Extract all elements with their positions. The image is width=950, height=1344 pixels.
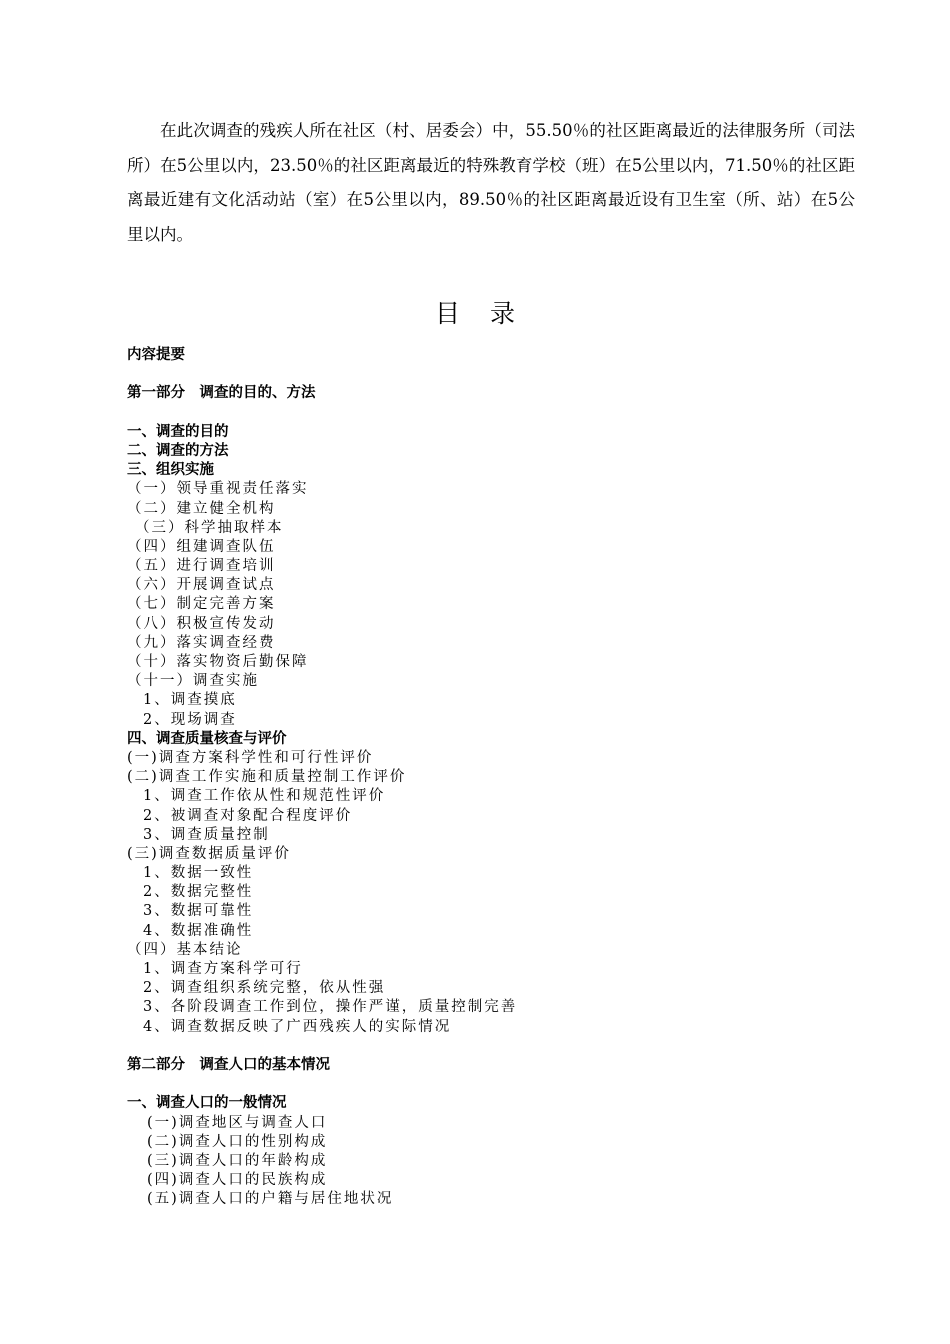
toc-entry[interactable]: 1、调查摸底	[143, 692, 237, 709]
toc-entry[interactable]: 第一部分 调查的目的、方法	[127, 385, 316, 402]
toc-entry[interactable]: (五)调查人口的户籍与居住地状况	[147, 1191, 394, 1208]
toc-entry[interactable]: 2、现场调查	[143, 711, 237, 728]
toc-entry[interactable]: （四）基本结论	[127, 941, 243, 958]
toc-entry[interactable]: （三）科学抽取样本	[135, 519, 284, 536]
toc-entry[interactable]: (一)调查地区与调查人口	[147, 1114, 328, 1131]
toc-entry[interactable]: 3、各阶段调查工作到位，操作严谨，质量控制完善	[143, 999, 518, 1016]
toc-entry[interactable]: 1、调查工作依从性和规范性评价	[143, 788, 386, 805]
toc-entry[interactable]: （七）制定完善方案	[127, 596, 276, 613]
toc-entry[interactable]: (一)调查方案科学性和可行性评价	[127, 749, 374, 766]
toc-entry[interactable]: 三、组织实施	[127, 462, 214, 479]
toc-entry[interactable]: 3、调查质量控制	[143, 826, 270, 843]
toc-entry[interactable]: （十一）调查实施	[127, 673, 259, 690]
toc-entry[interactable]: （一）领导重视责任落实	[127, 481, 309, 498]
toc-entry[interactable]: （六）开展调查试点	[127, 577, 276, 594]
toc-entry[interactable]: 1、调查方案科学可行	[143, 961, 303, 977]
toc-entry[interactable]: 1、数据一致性	[143, 865, 254, 882]
toc-entry[interactable]: 四、调查质量核查与评价	[127, 730, 287, 747]
toc-spacer	[127, 1037, 867, 1056]
toc-entry[interactable]: 2、被调查对象配合程度评价	[143, 807, 353, 824]
toc-entry[interactable]: 2、调查组织系统完整，依从性强	[143, 980, 386, 997]
toc-title: 目录	[434, 299, 545, 328]
toc-entry[interactable]: （五）进行调查培训	[127, 558, 276, 575]
toc-entry[interactable]: (二)调查人口的性别构成	[147, 1133, 328, 1150]
toc-spacer	[127, 365, 867, 384]
toc-entry[interactable]: （八）积极宣传发动	[127, 615, 276, 632]
toc-entry[interactable]: (三)调查人口的年龄构成	[147, 1152, 328, 1169]
toc-entry[interactable]: 二、调查的方法	[127, 442, 229, 459]
table-of-contents	[127, 346, 867, 1209]
toc-entry[interactable]: （九）落实调查经费	[127, 634, 276, 651]
toc-entry[interactable]: 一、调查的目的	[127, 423, 229, 440]
toc-spacer	[127, 404, 867, 423]
toc-entry[interactable]: 4、数据准确性	[143, 922, 254, 939]
toc-entry[interactable]: 一、调查人口的一般情况	[127, 1095, 287, 1112]
toc-entry[interactable]: (四)调查人口的民族构成	[147, 1172, 328, 1189]
toc-entry[interactable]: (二)调查工作实施和质量控制工作评价	[127, 769, 407, 786]
toc-entry[interactable]: 2、数据完整性	[143, 884, 254, 901]
toc-entry[interactable]: （二）建立健全机构	[127, 500, 276, 517]
toc-entry[interactable]: 3、数据可靠性	[143, 903, 254, 920]
summary-paragraph: 在此次调查的残疾人所在社区（村、居委会）中，55.50％的社区距离最近的法律服务所（司法所）在5公里以内，23.50％的社区距离最近的特殊教育学校（班）在5公里以内，71.50％的社区距离最近建有文化活动站（室）在5公里以内，89.50％的社区距离最近设有卫生室（所、站）在5公里以内。	[127, 121, 855, 244]
toc-entry[interactable]: 第二部分 调查人口的基本情况	[127, 1056, 330, 1073]
toc-entry[interactable]: 内容提要	[127, 347, 185, 363]
toc-entry[interactable]: (三)调查数据质量评价	[127, 845, 291, 862]
toc-entry[interactable]: （四）组建调查队伍	[127, 538, 276, 555]
toc-entry[interactable]: 4、调查数据反映了广西残疾人的实际情况	[143, 1018, 452, 1035]
toc-entry[interactable]: （十）落实物资后勤保障	[127, 654, 309, 670]
toc-spacer	[127, 1075, 867, 1094]
